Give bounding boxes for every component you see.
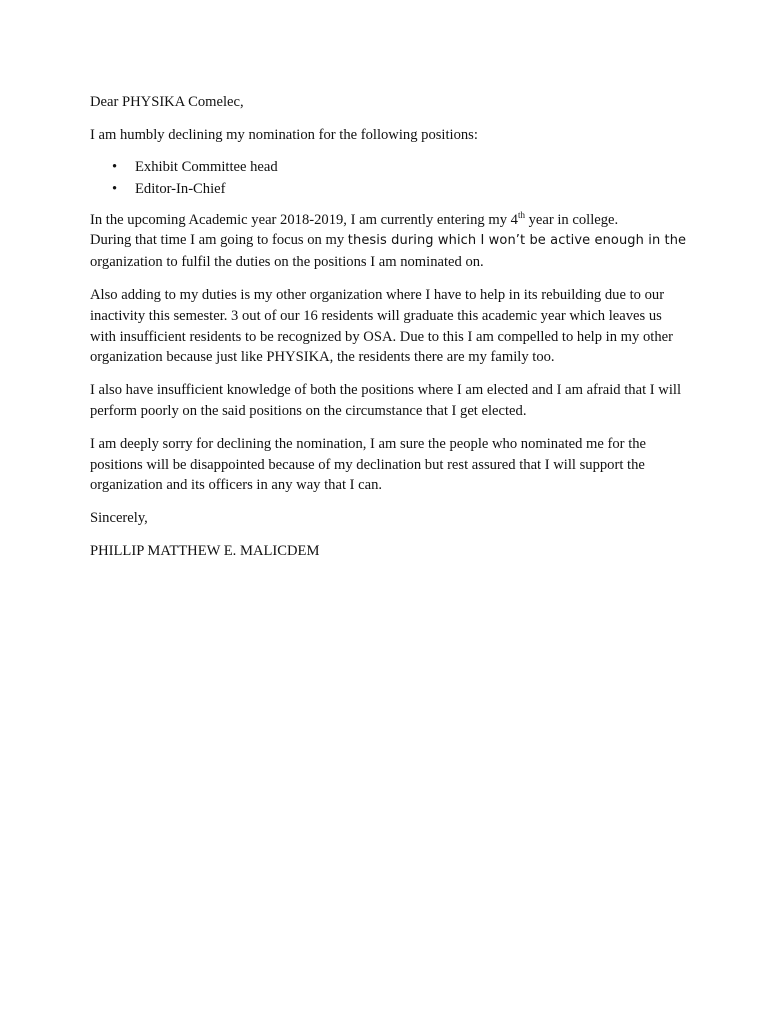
paragraph-academic-year: [90, 210, 690, 273]
intro-paragraph: I am humbly declining my nomination for the following positions:: [90, 126, 478, 143]
paragraph-text: During that time I am going to focus on my: [90, 232, 348, 249]
paragraph-text: organization to fulfil the duties on the positions I am nominated on.: [90, 254, 484, 271]
paragraph-other-organization: Also adding to my duties is my other organization where I have to help in its rebuilding due to our inactivity this semester. 3 out of our 16 residents will graduate this academic year which leaves us with insufficient residents to be recognized by OSA. Due to this I am compelled to help in my other organization because just like PHYSIKA, the residents there are my family too.: [90, 286, 673, 366]
list-item: • Editor-In-Chief: [90, 178, 690, 200]
letter-document: [90, 92, 690, 562]
closing: Sincerely,: [90, 510, 148, 527]
paragraph-text: year in college.: [524, 211, 619, 228]
paragraph-insufficient-knowledge: I also have insufficient knowledge of both the positions where I am elected and I am afraid that I will perform poorly on the said positions on the circumstance that I get elected.: [90, 382, 681, 419]
paragraph-text-alt-font: thesis during which I won’t be active enough in the: [347, 233, 687, 249]
signature-name: PHILLIP MATTHEW E. MALICDEM: [90, 542, 320, 559]
salutation: Dear PHYSIKA Comelec,: [90, 94, 244, 110]
paragraph-apology: I am deeply sorry for declining the nomination, I am sure the people who nominated me for the positions will be disappointed because of my declination but rest assured that I will support the organization and its officers in any way that I can.: [90, 435, 647, 494]
list-item: • Exhibit Committee head: [90, 156, 690, 178]
ordinal-superscript: th: [517, 209, 525, 220]
positions-list: [90, 156, 690, 200]
paragraph-text: In the upcoming Academic year 2018-2019, I am currently entering my 4: [90, 211, 518, 228]
